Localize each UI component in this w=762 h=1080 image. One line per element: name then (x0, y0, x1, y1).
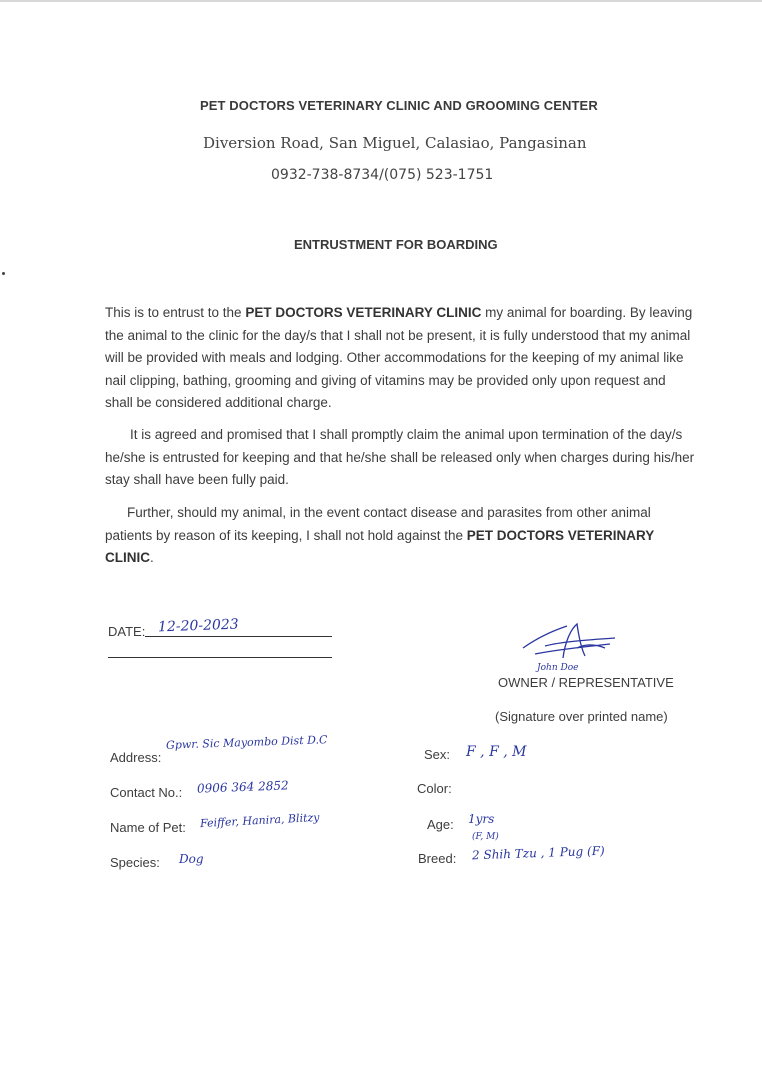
date-value: 12-20-2023 (157, 616, 239, 636)
contact-label: Contact No.: (110, 785, 183, 800)
paragraph-entrust (105, 302, 695, 415)
clinic-phone: 0932-738-8734/(075) 523-1751 (271, 167, 494, 183)
pet-name-label: Name of Pet: (110, 820, 186, 835)
species-label: Species: (110, 855, 160, 870)
paragraph-liability-start: Further, should my animal, in the event contact disease and parasites from other animal patients by reason of its keeping, I shall not hold against the (105, 505, 651, 543)
date-line (145, 636, 332, 637)
breed-label: Breed: (418, 851, 457, 866)
breed-note: (F, M) (472, 832, 499, 842)
contact-value: 0906 364 2852 (196, 778, 289, 796)
clinic-name-inline: PET DOCTORS VETERINARY CLINIC (105, 527, 655, 565)
sex-value: F , F , M (466, 744, 527, 760)
address-value: Gpwr. Sic Mayombo Dist D.C (165, 733, 328, 752)
clinic-name-inline: PET DOCTORS VETERINARY CLINIC (245, 305, 482, 320)
sex-label: Sex: (424, 747, 451, 762)
paragraph-entrust-start: This is to entrust to the (105, 305, 246, 320)
signature-mark (515, 618, 625, 673)
breed-value: 2 Shih Tzu , 1 Pug (F) (471, 843, 605, 863)
age-label: Age: (427, 817, 454, 832)
signature-note: (Signature over printed name) (495, 709, 668, 724)
signature-name: John Doe (537, 663, 579, 673)
pet-name-value: Feiffer, Hanira, Blitzy (199, 810, 320, 831)
age-value: 1yrs (468, 812, 495, 826)
paragraph-liability-end: . (150, 550, 154, 565)
clinic-address: Diversion Road, San Miguel, Calasiao, Pangasinan (203, 134, 587, 152)
blank-line (108, 657, 332, 658)
document-title: ENTRUSTMENT FOR BOARDING (294, 237, 498, 252)
scan-speck (2, 272, 5, 275)
species-value: Dog (179, 852, 204, 866)
clinic-name: PET DOCTORS VETERINARY CLINIC AND GROOMING CENTER (200, 98, 598, 113)
address-label: Address: (110, 750, 162, 765)
color-label: Color: (417, 781, 452, 796)
paragraph-entrust-end: my animal for boarding. By leaving the animal to the clinic for the day/s that I shall not be present, it is fully understood that my animal will be provided with meals and lodging. Other accommodations for the keeping of my animal like nail clipping, bathing, grooming and giving of vitamins may be provided only upon request and shall be considered additional charge. (105, 305, 693, 410)
date-label: DATE: (108, 624, 146, 639)
scan-edge (0, 0, 762, 2)
paragraph-liability (105, 502, 695, 570)
owner-representative-label: OWNER / REPRESENTATIVE (498, 675, 674, 690)
paragraph-claim: It is agreed and promised that I shall promptly claim the animal upon termination of the day/s he/she is entrusted for keeping and that he/she shall be released only when charges during his/her stay shall have been fully paid. (105, 427, 695, 487)
